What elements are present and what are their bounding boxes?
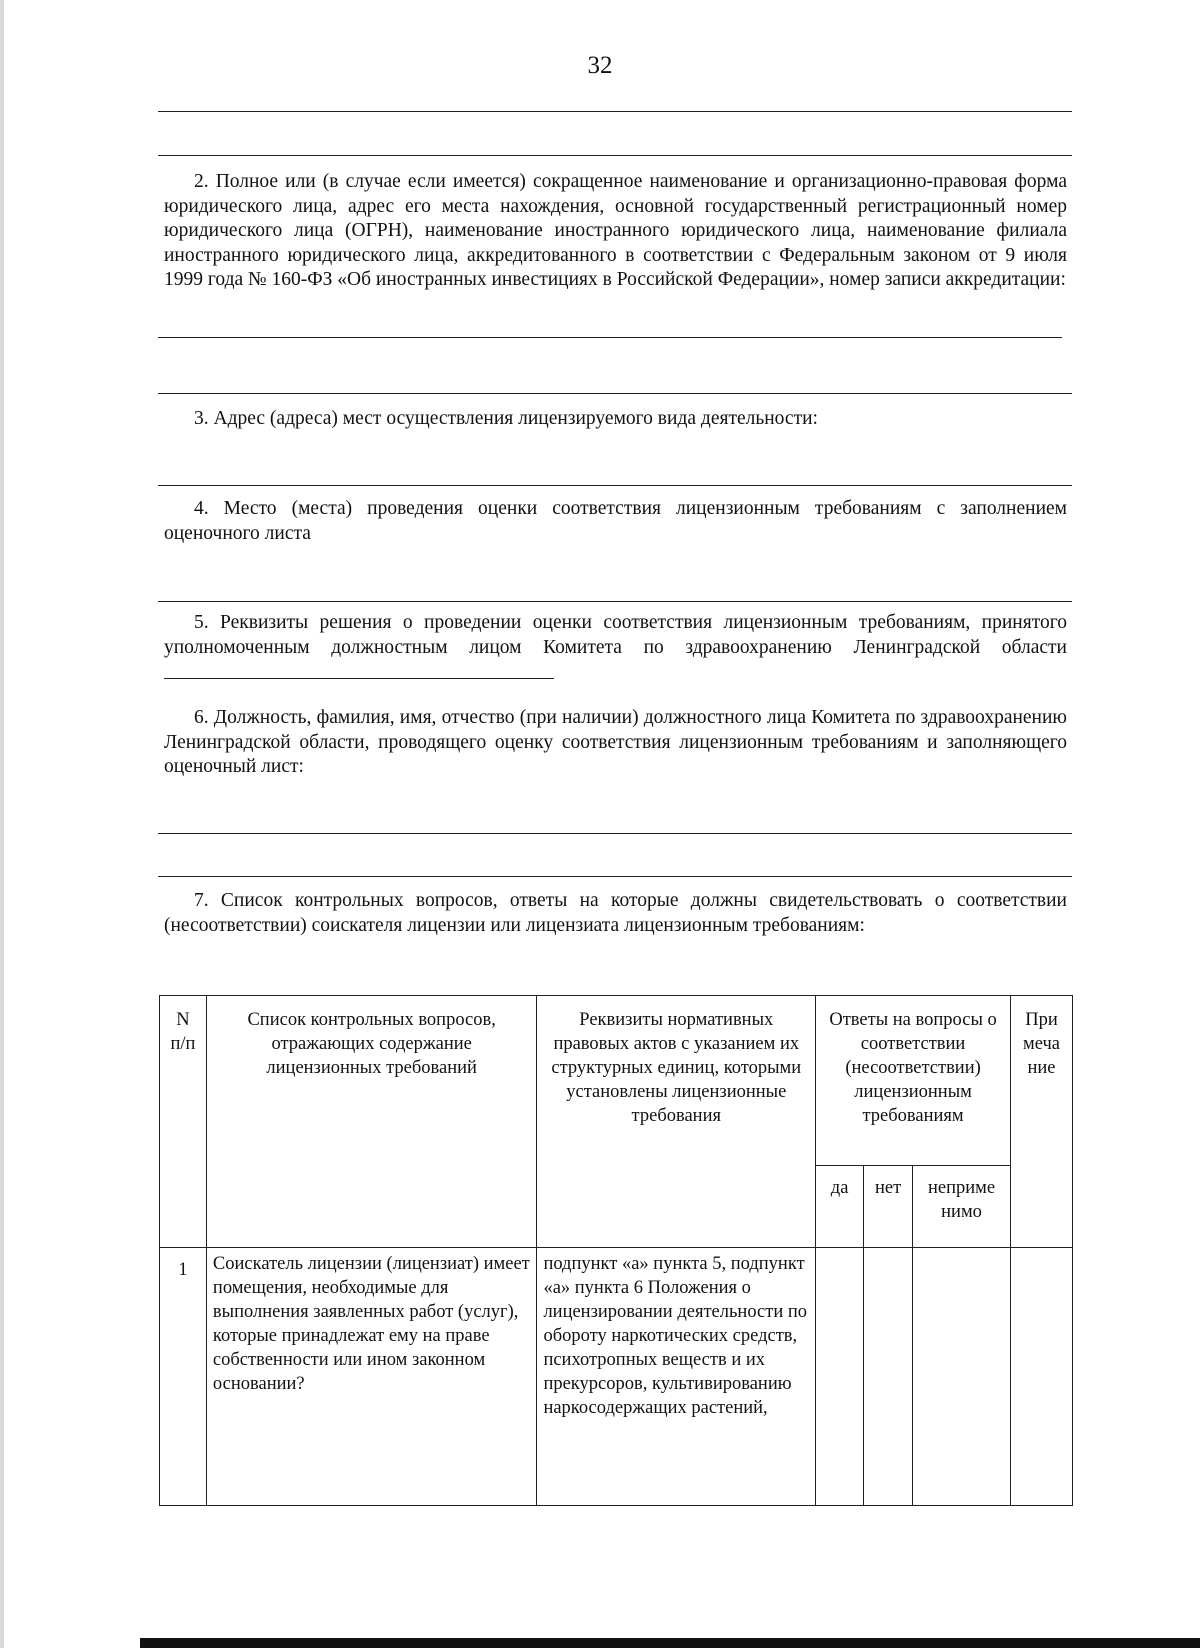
header-questions (206, 996, 537, 1248)
paragraph-6 (164, 706, 1067, 780)
fill-line (158, 393, 1072, 394)
header-answers (816, 996, 1011, 1166)
header-questions-text: Список контрольных вопросов, отражающих содержание лицензионных требований (247, 1010, 496, 1078)
paragraph-7-text: 7. Список контрольных вопросов, ответы на которые должны свидетельствовать о соответствии (несоответствии) соискателя лицензии или лицензиата лицензионным требованиям: (164, 890, 1067, 936)
paragraph-4-text: 4. Место (места) проведения оценки соответствия лицензионным требованиям с заполнением оценочного листа (164, 498, 1067, 544)
row-number: 1 (160, 1248, 207, 1506)
paragraph-7 (164, 889, 1067, 938)
page-number: 32 (587, 52, 613, 79)
paragraph-6-text: 6. Должность, фамилия, имя, отчество (при наличии) должностного лица Комитета по здравоохранению Ленинградской области, проводящего оценку соответствия лицензионным требованиям и заполняющего оценочный лист: (164, 707, 1067, 777)
scan-edge-left (0, 0, 4, 1648)
decision-requisites-blank (164, 660, 554, 679)
fill-line (158, 337, 1062, 338)
paragraph-4 (164, 497, 1067, 546)
header-yes: да (816, 1166, 864, 1248)
header-note (1011, 996, 1073, 1248)
header-note-line2: меча (1023, 1034, 1060, 1054)
header-note-line3: ние (1027, 1058, 1056, 1078)
header-not-applicable: неприме нимо (913, 1166, 1011, 1248)
fill-line (158, 155, 1072, 156)
header-number-line2: п/п (170, 1034, 196, 1054)
scan-edge-bottom (140, 1638, 1200, 1648)
table-row (160, 1248, 1073, 1506)
fill-line (158, 833, 1072, 834)
row-note-cell[interactable] (1011, 1248, 1073, 1506)
row-answer-na-cell[interactable] (913, 1248, 1011, 1506)
row-requisites: подпункт «а» пункта 5, подпункт «а» пункта 6 Положения о лицензировании деятельности по обороту наркотических средств, психотропных веществ и их прекурсоров, культивированию наркосодержащих растений, (537, 1248, 816, 1506)
table-header-row (160, 996, 1073, 1166)
paragraph-2-text: 2. Полное или (в случае если имеется) сокращенное наименование и организационно-правовая форма юридического лица, адрес его места нахождения, основной государственный регистрационный номер юридического лица (ОГРН), наименование иностранного юридического лица, наименование филиала иностранного юридического лица, аккредитованного в соответствии с Федеральным законом от 9 июля 1999 года № 160-ФЗ «Об иностранных инвестициях в Российской Федерации», номер записи аккредитации: (164, 171, 1067, 290)
paragraph-3-text: 3. Адрес (адреса) мест осуществления лицензируемого вида деятельности: (194, 408, 818, 429)
header-number (160, 996, 207, 1248)
header-note-line1: При (1025, 1010, 1058, 1030)
paragraph-5-text: 5. Реквизиты решения о проведении оценки соответствия лицензионным требованиям, принятого уполномоченным должностным лицом Комитета по здравоохранению Ленинградской области (164, 612, 1067, 658)
row-answer-no-cell[interactable] (864, 1248, 913, 1506)
header-number-line1: N (176, 1010, 190, 1030)
header-no: нет (864, 1166, 913, 1248)
fill-line (158, 601, 1072, 602)
paragraph-3 (164, 407, 1067, 432)
paragraph-2 (164, 170, 1067, 293)
checklist-table (159, 995, 1073, 1506)
row-answer-yes-cell[interactable] (816, 1248, 864, 1506)
header-requisites-text: Реквизиты нормативных правовых актов с указанием их структурных единиц, которыми установлены лицензионные требования (551, 1010, 802, 1126)
header-requisites (537, 996, 816, 1248)
fill-line (158, 111, 1072, 112)
header-answers-text: Ответы на вопросы о соответствии (несоответствии) лицензионным требованиям (829, 1010, 997, 1126)
row-question: Соискатель лицензии (лицензиат) имеет помещения, необходимые для выполнения заявленных работ (услуг), которые принадлежат ему на праве собственности или ином законном основании? (206, 1248, 537, 1506)
paragraph-5 (164, 611, 1067, 687)
fill-line (158, 876, 1072, 877)
fill-line (158, 485, 1072, 486)
